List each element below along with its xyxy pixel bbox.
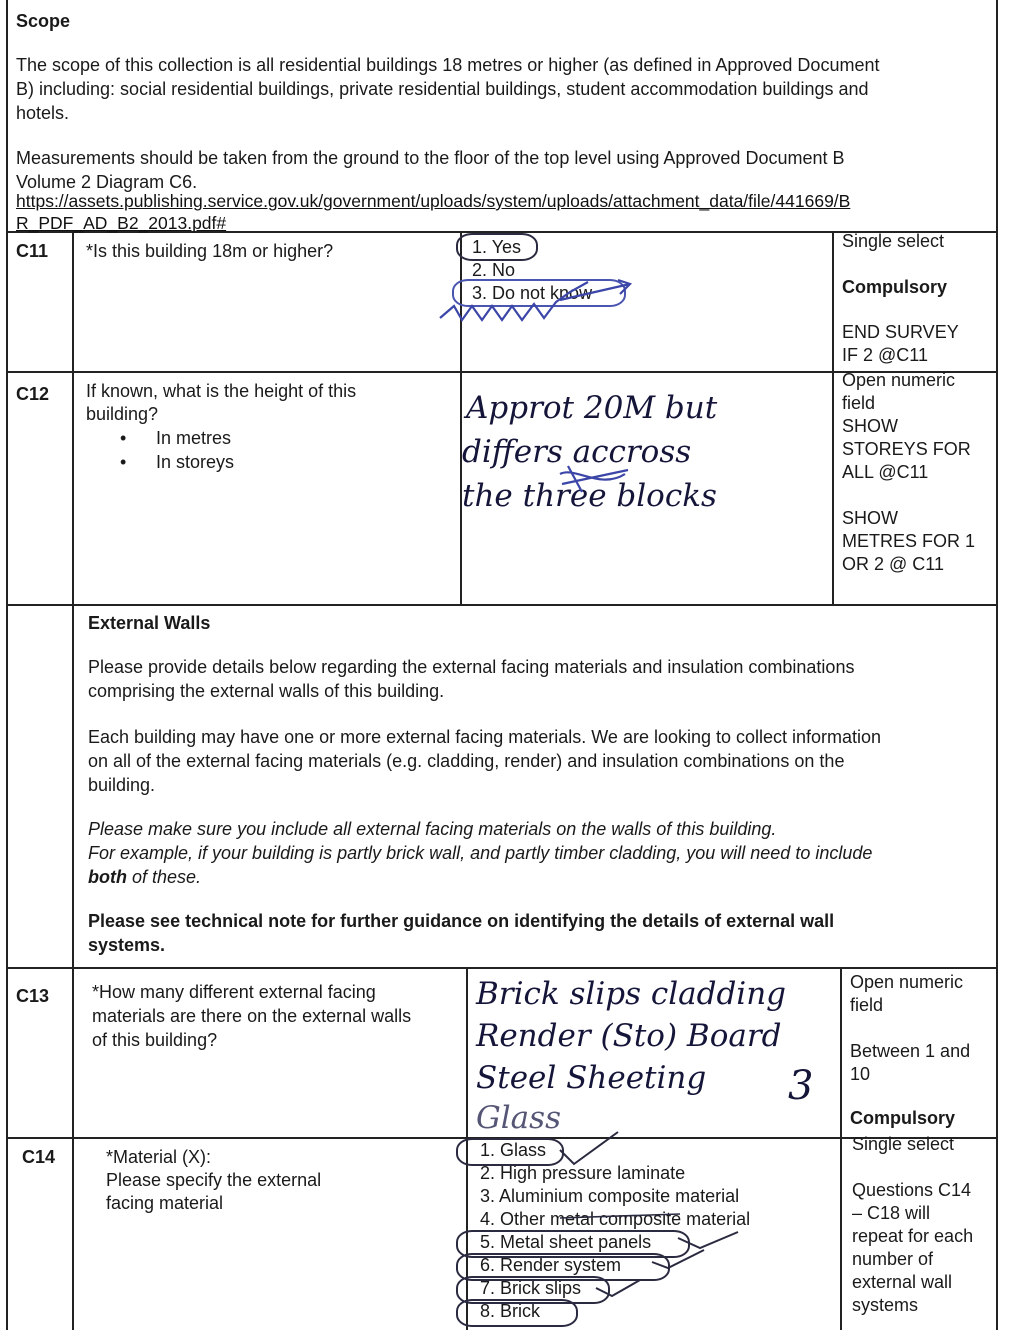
c11-option-do-not-know[interactable]: 3. Do not know: [472, 283, 593, 303]
question-c14-text-line-2: Please specify the external: [106, 1170, 322, 1190]
question-c12-text-line-1: If known, what is the height of this: [86, 381, 357, 401]
question-c14-text-line-1: *Material (X):: [106, 1147, 212, 1167]
scope-paragraph-line-3: hotels.: [16, 103, 70, 123]
approved-document-link-line-2[interactable]: R_PDF_AD_B2_2013.pdf#: [16, 213, 227, 233]
c12-handwritten-answer-line-3: the three blocks: [462, 478, 717, 514]
c13-note-ten: 10: [850, 1064, 871, 1084]
c12-note-open-numeric: Open numeric: [842, 370, 956, 390]
c13-handwritten-line-2: Render (Sto) Board: [476, 1018, 782, 1054]
c14-glass-selection-circle: [456, 1138, 564, 1166]
scope-paragraph-line-2: B) including: social residential buildings, private residential buildings, student accommodation buildings and: [16, 79, 869, 99]
c13-note-between: Between 1 and: [850, 1041, 971, 1061]
c13-handwritten-count: 3: [788, 1063, 814, 1109]
c14-note-systems: systems: [852, 1295, 919, 1315]
c13-handwritten-line-1: Brick slips cladding: [476, 976, 787, 1012]
c12-note-or-2-c11: OR 2 @ C11: [842, 554, 944, 574]
question-id-c13: C13: [16, 986, 50, 1006]
c14-note-single-select: Single select: [852, 1134, 955, 1154]
c14-option-high-pressure-laminate[interactable]: 2. High pressure laminate: [480, 1163, 686, 1183]
question-c11-text: *Is this building 18m or higher?: [86, 241, 334, 261]
c11-note-single-select: Single select: [842, 231, 945, 251]
c12-handwritten-answer-line-2: differs accross: [462, 434, 692, 470]
c14-option-brick[interactable]: 8. Brick: [480, 1301, 541, 1321]
c12-handwritten-answer-line-1: Approt 20M but: [466, 390, 718, 426]
c14-option-render-system[interactable]: 6. Render system: [480, 1255, 622, 1275]
question-c14-text-line-3: facing material: [106, 1193, 224, 1213]
approved-document-link-line-1[interactable]: https://assets.publishing.service.gov.uk/government/uploads/system/uploads/attachment_data/file/441669/B: [16, 191, 851, 211]
external-walls-p4-line-1: Please see technical note for further guidance on identifying the details of external wall: [88, 911, 835, 931]
c12-note-metres-for: METRES FOR 1: [842, 531, 976, 551]
c12-note-show-2: SHOW: [842, 508, 898, 528]
question-c13-text-line-3: of this building?: [92, 1030, 218, 1050]
question-c13-text-line-1: *How many different external facing: [92, 982, 376, 1002]
c14-option-metal-sheet-panels[interactable]: 5. Metal sheet panels: [480, 1232, 652, 1252]
c11-yes-selection-circle: [456, 233, 538, 261]
c12-note-field: field: [842, 393, 876, 413]
c11-do-not-know-circle: [452, 279, 626, 307]
question-id-c14: C14: [22, 1147, 56, 1167]
c12-note-all-c11: ALL @C11: [842, 462, 929, 482]
c12-note-show-1: SHOW: [842, 416, 898, 436]
c14-note-c18-will: – C18 will: [852, 1203, 931, 1223]
c14-option-aluminium-composite[interactable]: 3. Aluminium composite material: [480, 1186, 740, 1206]
external-walls-p2-line-1: Each building may have one or more external facing materials. We are looking to collect information: [88, 727, 882, 747]
c13-note-field: field: [850, 995, 884, 1015]
external-walls-heading: External Walls: [88, 613, 211, 633]
measurement-paragraph-line-2: Volume 2 Diagram C6.: [16, 172, 198, 192]
c14-note-questions-c14: Questions C14: [852, 1180, 972, 1200]
outer-border-right: [996, 0, 998, 1330]
measurement-paragraph-line-1: Measurements should be taken from the ground to the floor of the top level using Approved Document B: [16, 148, 845, 168]
c11-note-condition: IF 2 @C11: [842, 345, 928, 365]
outer-border-left: [6, 0, 8, 1330]
external-walls-p2-line-3: building.: [88, 775, 156, 795]
external-walls-p2-line-2: on all of the external facing materials (e.g. cladding, render) and insulation combinations on the: [88, 751, 845, 771]
c14-option-other-metal-composite[interactable]: 4. Other metal composite material: [480, 1209, 751, 1229]
question-c13-text-line-2: materials are there on the external walls: [92, 1006, 412, 1026]
c14-note-number-of: number of: [852, 1249, 934, 1269]
c14-brick-selection-circle: [456, 1299, 578, 1327]
c13-handwritten-line-3: Steel Sheeting: [476, 1060, 707, 1096]
external-walls-p3-line-2: For example, if your building is partly brick wall, and partly timber cladding, you will need to include: [88, 843, 873, 863]
c14-note-repeat-for-each: repeat for each: [852, 1226, 974, 1246]
scope-paragraph-line-1: The scope of this collection is all residential buildings 18 metres or higher (as defined in Approved Document: [16, 55, 880, 75]
c14-note-external-wall: external wall: [852, 1272, 953, 1292]
row-divider-c13-top: [6, 967, 998, 969]
c13-handwritten-line-4: Glass: [476, 1100, 561, 1136]
c13-note-open-numeric: Open numeric: [850, 972, 964, 992]
c11-option-no[interactable]: 2. No: [472, 260, 516, 280]
c12-bullet-storeys: • In storeys: [120, 452, 235, 472]
external-walls-p1-line-1: Please provide details below regarding the external facing materials and insulation combinations: [88, 657, 855, 677]
c12-bullet-metres: • In metres: [120, 428, 232, 448]
question-id-c11: C11: [16, 241, 49, 261]
c14-option-glass[interactable]: 1. Glass: [480, 1140, 547, 1160]
c13-note-compulsory: Compulsory: [850, 1108, 956, 1128]
external-walls-p3-line-1: Please make sure you include all external facing materials on the walls of this building.: [88, 819, 777, 839]
c12-note-storeys-for: STOREYS FOR: [842, 439, 971, 459]
col-divider-notes-top: [832, 231, 834, 604]
external-walls-p4-line-2: systems.: [88, 935, 166, 955]
row-divider-walls-top: [6, 604, 998, 606]
question-c12-text-line-2: building?: [86, 404, 159, 424]
col-divider-id: [72, 231, 74, 1330]
scope-heading: Scope: [16, 11, 71, 31]
c14-option-brick-slips[interactable]: 7. Brick slips: [480, 1278, 582, 1298]
c11-option-yes[interactable]: 1. Yes: [472, 237, 522, 257]
c11-note-compulsory: Compulsory: [842, 277, 948, 297]
external-walls-p1-line-2: comprising the external walls of this building.: [88, 681, 445, 701]
question-id-c12: C12: [16, 384, 50, 404]
external-walls-p3-line-3: both of these.: [88, 867, 202, 887]
col-divider-notes-bottom: [840, 967, 842, 1330]
c11-note-end-survey: END SURVEY: [842, 322, 959, 342]
